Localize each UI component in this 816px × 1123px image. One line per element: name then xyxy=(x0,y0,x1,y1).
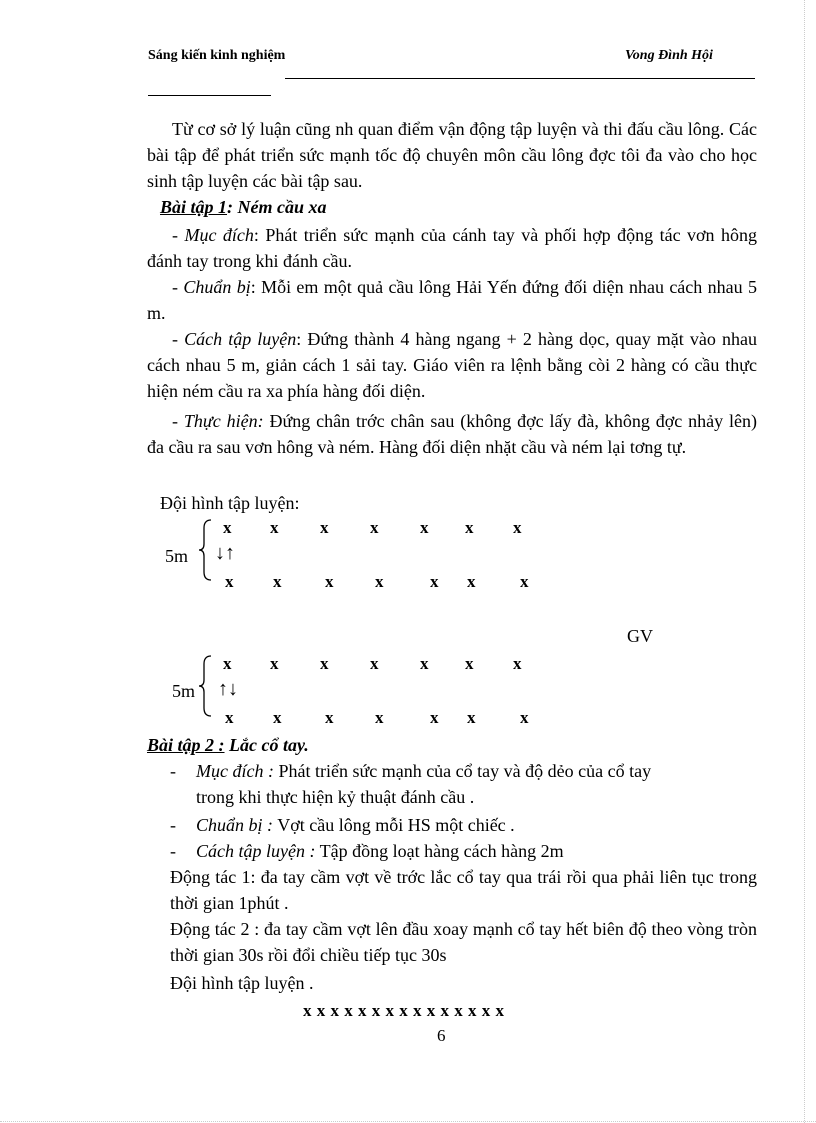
do-label: - Thực hiện: xyxy=(172,411,264,431)
prep-text: : Mỗi em một quả cầu lông Hải Yến đứng đối diện nhau cách nhau 5 m. xyxy=(147,277,757,323)
player-x: x xyxy=(375,708,384,727)
exercise-2-x-row: x x x x x x x x x x x x x x x xyxy=(303,1001,505,1020)
player-x: x xyxy=(375,572,384,591)
player-x: x xyxy=(223,654,232,673)
player-x: x xyxy=(273,708,282,727)
exercise-1-prep xyxy=(147,274,757,326)
formation-label-1: Đội hình tập luyện: xyxy=(160,493,300,513)
bullet-dash: - xyxy=(170,761,176,781)
player-x: x xyxy=(420,518,429,537)
player-x: x xyxy=(325,708,334,727)
method-text: : Đứng thành 4 hàng ngang + 2 hàng dọc, quay mặt vào nhau cách nhau 5 m, giản cách 1 sải tay. Giáo viên ra lệnh bằng còi 2 hàng có cầu thực hiện ném cầu ra xa phía hàng đối diện. xyxy=(147,329,757,401)
exercise-2-move-1: Động tác 1: đa tay cầm vợt về trớc lắc cổ tay qua trái rồi qua phải liên tục trong thời gian 1phút . xyxy=(170,867,757,913)
page-edge xyxy=(0,1121,816,1122)
teacher-label: GV xyxy=(627,626,653,646)
brace-icon xyxy=(198,518,214,582)
goal-text: : Phát triển sức mạnh của cánh tay và phối hợp động tác vơn hông đánh tay trong khi đánh cầu. xyxy=(147,225,757,271)
exercise-1-title: Bài tập 1 xyxy=(160,197,228,217)
player-x: x xyxy=(225,708,234,727)
header-title: Sáng kiến kinh nghiệm xyxy=(148,48,286,63)
player-x: x xyxy=(520,708,529,727)
arrows-icon: ↑↓ xyxy=(218,678,238,700)
header-rule-short xyxy=(148,95,271,96)
player-x: x xyxy=(223,518,232,537)
player-x: x xyxy=(465,518,474,537)
header-rule xyxy=(285,78,755,79)
method-text: Tập đồng loạt hàng cách hàng 2m xyxy=(315,841,564,861)
intro-paragraph: Từ cơ sở lý luận cũng nh quan điểm vận động tập luyện và thi đấu cầu lông. Các bài tập để phát triển sức mạnh tốc độ chuyên môn cầu lông đợc tôi đa vào cho học sinh tập luyện các bài tập sau. xyxy=(147,119,757,191)
page-edge-right xyxy=(804,0,805,1123)
distance-label: 5m xyxy=(172,681,196,701)
exercise-2-move-2: Động tác 2 : đa tay cầm vợt lên đầu xoay mạnh cổ tay hết biên độ theo vòng tròn thời gian 30s rồi đổi chiều tiếp tục 30s xyxy=(170,919,757,965)
player-x: x xyxy=(513,654,522,673)
player-x: x xyxy=(513,518,522,537)
goal-label: Mục đích : xyxy=(196,761,274,781)
method-label: - Cách tập luyện xyxy=(172,329,297,349)
formation-label-2: Đội hình tập luyện . xyxy=(170,973,314,993)
header-author: Vong Đình Hội xyxy=(625,48,713,63)
bullet-dash: - xyxy=(170,841,176,861)
player-x: x xyxy=(325,572,334,591)
distance-label: 5m xyxy=(165,546,189,566)
player-x: x xyxy=(430,572,439,591)
player-x: x xyxy=(520,572,529,591)
player-x: x xyxy=(270,518,279,537)
player-x: x xyxy=(370,654,379,673)
exercise-1-do xyxy=(147,408,757,460)
player-x: x xyxy=(320,654,329,673)
player-x: x xyxy=(465,654,474,673)
exercise-1-heading xyxy=(160,194,327,220)
player-x: x xyxy=(370,518,379,537)
player-x: x xyxy=(225,572,234,591)
do-text: Đứng chân trớc chân sau (không đợc lấy đà, không đợc nhảy lên) đa cầu ra sau vơn hông và ném. Hàng đối diện nhặt cầu và ném lại tơng tự. xyxy=(147,411,758,457)
player-x: x xyxy=(320,518,329,537)
exercise-1-goal xyxy=(147,222,757,274)
exercise-2-heading xyxy=(147,732,309,758)
exercise-2-prep xyxy=(196,812,515,838)
exercise-1-title-rest: : Ném cầu xa xyxy=(227,197,327,217)
prep-label: - Chuẩn bị xyxy=(172,277,251,297)
player-x: x xyxy=(270,654,279,673)
prep-label: Chuẩn bị : xyxy=(196,815,274,835)
prep-text: Vợt cầu lông mỗi HS một chiếc . xyxy=(273,815,515,835)
exercise-2-title: Bài tập 2 : xyxy=(147,735,225,755)
player-x: x xyxy=(467,572,476,591)
exercise-2-goal-cont: trong khi thực hiện kỷ thuật đánh cầu . xyxy=(196,787,475,807)
bullet-dash: - xyxy=(170,815,176,835)
exercise-1-method xyxy=(147,326,757,404)
player-x: x xyxy=(273,572,282,591)
exercise-2-title-rest: Lắc cổ tay. xyxy=(224,735,309,755)
goal-text: Phát triển sức mạnh của cổ tay và độ dẻo của cổ tay xyxy=(273,761,652,781)
player-x: x xyxy=(430,708,439,727)
goal-label: - Mục đích xyxy=(172,225,254,245)
exercise-2-goal xyxy=(196,758,651,784)
player-x: x xyxy=(467,708,476,727)
brace-icon xyxy=(198,654,214,718)
page-number: 6 xyxy=(437,1026,446,1045)
player-x: x xyxy=(420,654,429,673)
method-label: Cách tập luyện : xyxy=(196,841,316,861)
arrows-icon: ↓↑ xyxy=(215,542,235,564)
exercise-2-method xyxy=(196,838,564,864)
